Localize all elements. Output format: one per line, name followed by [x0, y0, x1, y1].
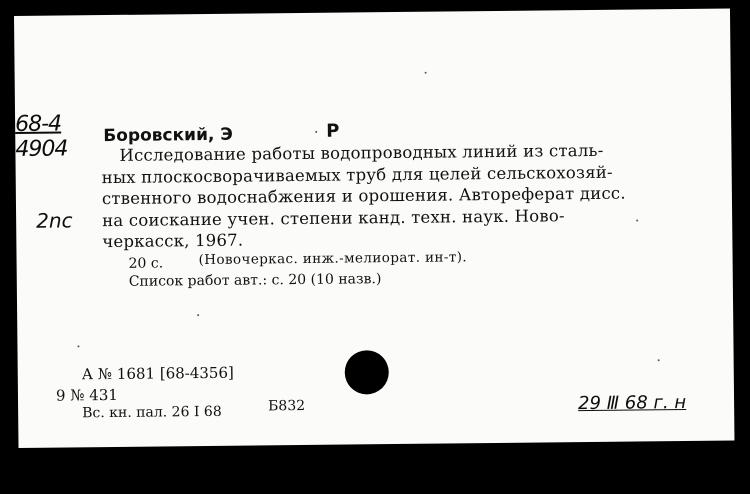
description-line: черкасск, 1967. [102, 230, 244, 252]
paper-speck [636, 219, 638, 221]
accession-number-secondary: 9 № 431 [55, 385, 118, 405]
shelf-mark-bottom: 4904 [15, 136, 68, 162]
heading-letter: Р [326, 120, 340, 142]
paper-speck [197, 314, 199, 316]
card-code: Б832 [268, 397, 306, 415]
punch-hole [345, 350, 389, 394]
chamber-record: Вс. кн. пал. 26 I 68 [82, 403, 222, 422]
shelf-mark-top: 68-4 [15, 111, 62, 137]
description-line: ных плоскосворачиваемых труб для целей сельскохозяй- [101, 162, 613, 187]
paper-speck [425, 72, 427, 74]
description-line: Исследование работы водопроводных линий из сталь- [119, 140, 604, 165]
bibliography-note: Список работ авт.: с. 20 (10 назв.) [128, 271, 382, 290]
handwritten-date: 29 Ⅲ 68 г. н [577, 391, 687, 415]
paper-speck [658, 359, 660, 361]
publisher-note: (Новочеркас. инж.-мелиорат. ин-т). [198, 249, 468, 269]
description-line: на соискание учен. степени канд. техн. наук. Ново- [102, 205, 565, 230]
catalog-card [14, 9, 734, 448]
handwritten-note: 2nc [36, 208, 73, 233]
paper-speck [77, 345, 79, 347]
accession-number: А № 1681 [68-4356] [81, 363, 234, 384]
author-name: Боровский, Э [103, 124, 233, 147]
paper-speck [315, 131, 317, 133]
description-text [101, 139, 672, 252]
description-line: ственного водоснабжения и орошения. Автореферат дисс. [101, 183, 626, 209]
page-count: 20 с. [128, 255, 164, 272]
